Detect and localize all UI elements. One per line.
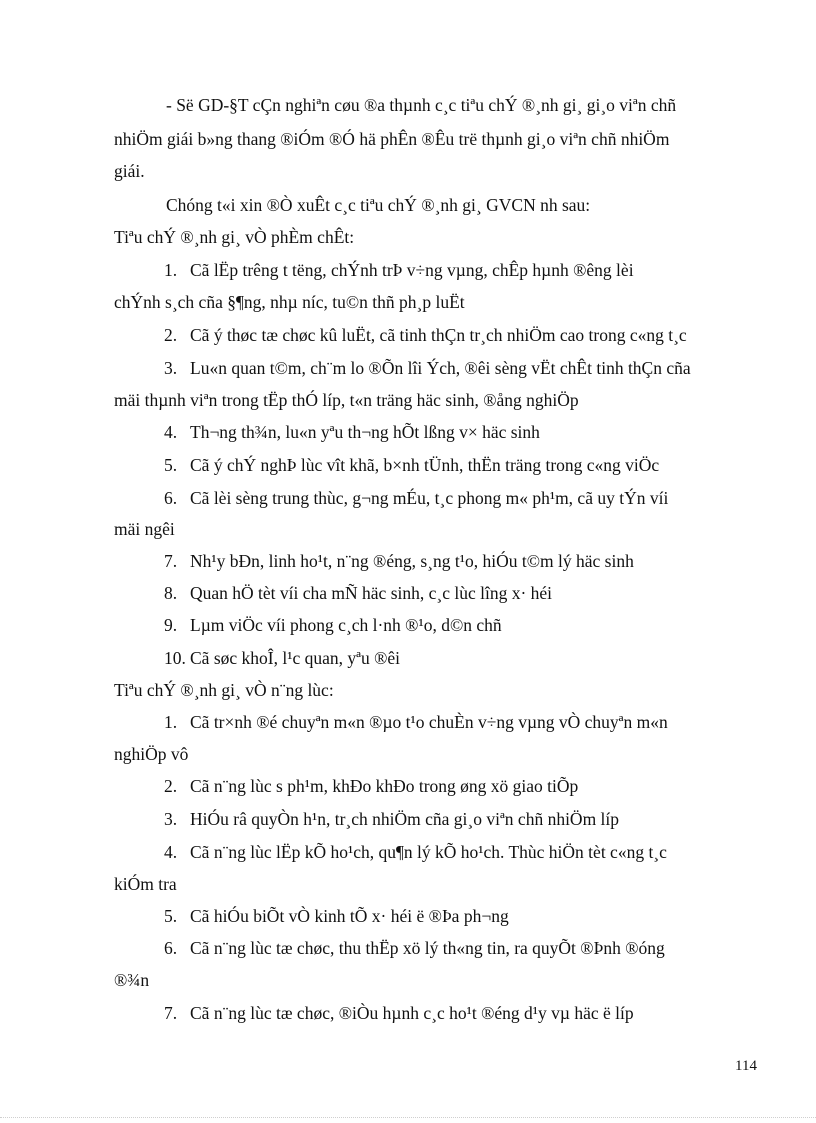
section-heading-qualities: Tiªu chÝ ®¸nh gi¸ vÒ phÈm chÊt:	[114, 227, 355, 247]
list-item	[164, 421, 804, 443]
item-number: 1.	[164, 260, 178, 280]
list-item-continuation: kiÓm tra	[114, 874, 177, 894]
list-item	[164, 775, 804, 797]
item-number: 5.	[164, 455, 178, 475]
list-item-continuation: ®¾n	[114, 970, 150, 990]
item-text: Lµm viÖc víi phong c¸ch l·nh ®¹o, d©n chñ	[190, 615, 502, 635]
item-number: 6.	[164, 488, 178, 508]
list-item-continuation: nghiÖp vô	[114, 744, 189, 764]
item-text: HiÓu râ quyÒn h¹n, tr¸ch nhiÖm cña gi¸o viªn chñ nhiÖm líp	[190, 809, 620, 829]
list-item-continuation: mäi thµnh viªn trong tËp thÓ líp, t«n träng häc sinh, ®ång nghiÖp	[114, 390, 579, 410]
list-item	[164, 841, 804, 863]
list-item	[164, 937, 804, 959]
item-text: Cã hiÓu biÕt vÒ kinh tÕ x· héi ë ®Þa ph¬ng	[190, 906, 509, 926]
item-text: Cã ý thøc tæ chøc kû luËt, cã tinh thÇn tr¸ch nhiÖm cao trong c«ng t¸c	[190, 325, 687, 345]
item-text: Cã n¨ng lùc s ph¹m, khÐo khÐo trong øng xö giao tiÕp	[190, 776, 579, 796]
list-item	[164, 487, 804, 509]
item-text: Cã søc khoÎ, l¹c quan, yªu ®êi	[190, 648, 400, 668]
intro-line-2: nhiÖm giái b»ng thang ®iÓm ®Ó hä phÊn ®Êu trë thµnh gi¸o viªn chñ nhiÖm	[114, 129, 670, 149]
item-number: 3.	[164, 809, 178, 829]
item-number: 1.	[164, 712, 178, 732]
list-item	[164, 259, 804, 281]
list-item	[164, 808, 804, 830]
list-item-continuation: mäi ngêi	[114, 519, 175, 539]
intro-line-1: - Së GD-§T cÇn nghiªn cøu ®a thµnh c¸c tiªu chÝ ®¸nh gi¸ gi¸o viªn chñ	[166, 95, 677, 115]
item-number: 8.	[164, 583, 178, 603]
item-text: Lu«n quan t©m, ch¨m lo ®Õn lîi Ých, ®êi sèng vËt chÊt tinh thÇn cña	[190, 358, 691, 378]
list-item	[164, 324, 804, 346]
list-item	[164, 1002, 804, 1024]
list-item	[164, 614, 804, 636]
list-item	[164, 454, 804, 476]
item-text: Th¬ng th¾n, lu«n yªu th¬ng hÕt lßng v× häc sinh	[190, 422, 540, 442]
item-text: Cã lèi sèng trung thùc, g¬ng mÉu, t¸c phong m« ph¹m, cã uy tÝn víi	[190, 488, 669, 508]
item-number: 4.	[164, 842, 178, 862]
section-heading-competencies: Tiªu chÝ ®¸nh gi¸ vÒ n¨ng lùc:	[114, 680, 334, 700]
list-item	[164, 550, 804, 572]
item-number: 2.	[164, 325, 178, 345]
item-number: 7.	[164, 1003, 178, 1023]
item-text: Quan hÖ tèt víi cha mÑ häc sinh, c¸c lùc lîng x· héi	[190, 583, 553, 603]
item-text: Cã n¨ng lùc lËp kÕ ho¹ch, qu¶n lý kÕ ho¹ch. Thùc hiÖn tèt c«ng t¸c	[190, 842, 667, 862]
item-number: 3.	[164, 358, 178, 378]
item-number: 10.	[164, 648, 186, 668]
list-item	[164, 711, 804, 733]
item-number: 5.	[164, 906, 178, 926]
intro-line-3: giái.	[114, 161, 145, 181]
item-text: Cã lËp trêng t tëng, chÝnh trÞ v÷ng vµng, chÊp hµnh ®êng lèi	[190, 260, 634, 280]
list-item	[164, 647, 804, 669]
item-number: 9.	[164, 615, 178, 635]
item-text: Cã ý chÝ nghÞ lùc vît khã, b×nh tÜnh, thËn träng trong c«ng viÖc	[190, 455, 660, 475]
item-number: 6.	[164, 938, 178, 958]
list-item	[164, 905, 804, 927]
item-number: 4.	[164, 422, 178, 442]
page-number: 114	[735, 1058, 757, 1074]
list-item	[164, 582, 804, 604]
page-bottom-divider	[0, 1117, 816, 1118]
list-item	[164, 357, 804, 379]
item-text: Nh¹y bÐn, linh ho¹t, n¨ng ®éng, s¸ng t¹o, hiÓu t©m lý häc sinh	[190, 551, 634, 571]
item-text: Cã tr×nh ®é chuyªn m«n ®µo t¹o chuÈn v÷ng vµng vÒ chuyªn m«n	[190, 712, 668, 732]
item-number: 7.	[164, 551, 178, 571]
item-text: Cã n¨ng lùc tæ chøc, thu thËp xö lý th«ng tin, ra quyÕt ®Þnh ®óng	[190, 938, 665, 958]
proposal-sentence: Chóng t«i xin ®Ò xuÊt c¸c tiªu chÝ ®¸nh gi¸ GVCN nh sau:	[166, 195, 591, 215]
item-text: Cã n¨ng lùc tæ chøc, ®iÒu hµnh c¸c ho¹t ®éng d¹y vµ häc ë líp	[190, 1003, 634, 1023]
list-item-continuation: chÝnh s¸ch cña §¶ng, nhµ níc, tu©n thñ ph¸p luËt	[114, 292, 465, 312]
item-number: 2.	[164, 776, 178, 796]
